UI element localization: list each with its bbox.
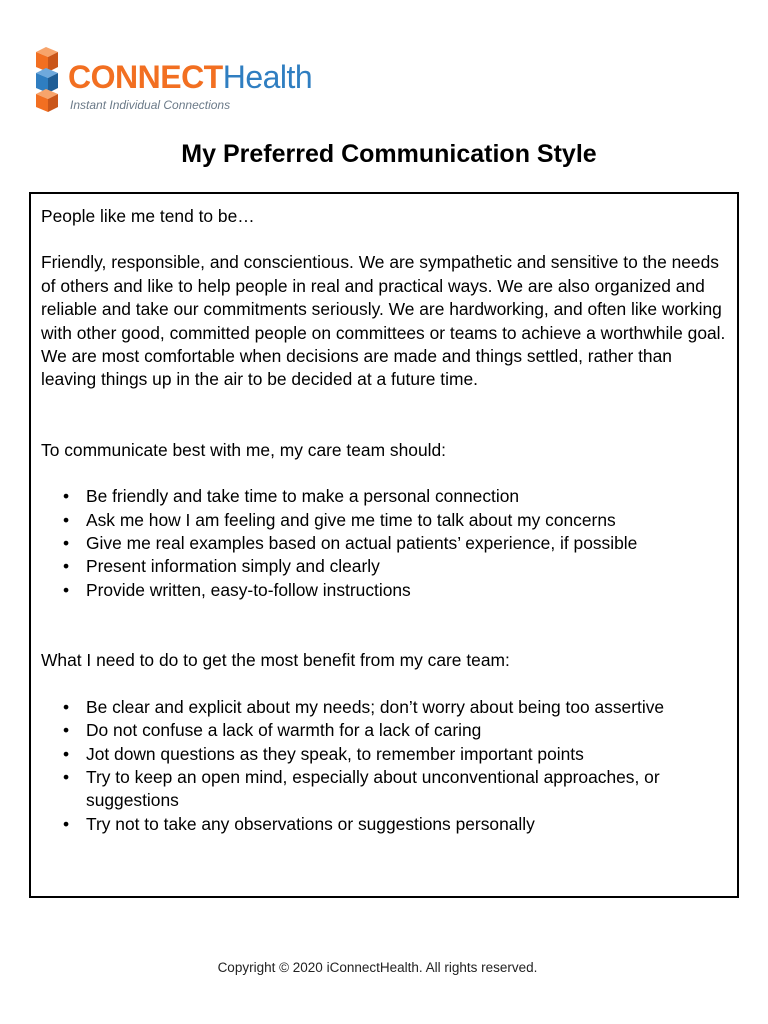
brand-name-health: Health	[222, 59, 313, 95]
brand-tagline: Instant Individual Connections	[70, 98, 231, 112]
self-list	[41, 696, 729, 836]
list-item-text: Give me real examples based on actual patients’ experience, if possible	[86, 533, 638, 554]
list-item	[41, 555, 729, 578]
list-item	[41, 719, 729, 742]
list-item	[41, 743, 729, 766]
list-item	[41, 509, 729, 532]
bullet-icon: •	[63, 486, 70, 507]
copyright-footer: Copyright © 2020 iConnectHealth. All rights reserved.	[217, 960, 538, 975]
list-item-text: Try to keep an open mind, especially about unconventional approaches, or suggestions	[86, 766, 660, 811]
brand-name-connect: CONNECT	[68, 59, 223, 95]
page-title: My Preferred Communication Style	[181, 140, 597, 168]
list-item	[41, 813, 729, 836]
bullet-icon: •	[63, 696, 70, 717]
list-item-text: Try not to take any observations or suggestions personally	[86, 813, 535, 834]
list-item-text: Be friendly and take time to make a personal connection	[86, 486, 520, 507]
bullet-icon: •	[63, 533, 70, 554]
bullet-icon: •	[63, 743, 70, 764]
personality-description: Friendly, responsible, and conscientious. We are sympathetic and sensitive to the needs of others and like to help people in real and practical ways. We are also organized and reliable and take our commitments seriously. We are hardworking, and often like working with other good, committed people on committees or teams to achieve a worthwhile goal. We are most comfortable when decisions are made and things settled, rather than leaving things up in the air to be decided at a future time.	[41, 252, 726, 390]
bullet-icon: •	[63, 813, 70, 834]
intro-text: People like me tend to be…	[41, 206, 255, 226]
list-item	[41, 579, 729, 602]
list-item-text: Do not confuse a lack of warmth for a lack of caring	[86, 720, 482, 741]
list-item-text: Jot down questions as they speak, to remember important points	[86, 743, 584, 764]
care-team-heading: To communicate best with me, my care team should:	[41, 439, 446, 460]
list-item-text: Be clear and explicit about my needs; don’t worry about being too assertive	[86, 696, 665, 717]
bullet-icon: •	[63, 509, 70, 530]
list-item	[41, 532, 729, 555]
list-item	[41, 485, 729, 508]
list-item-text: Provide written, easy-to-follow instructions	[86, 579, 411, 600]
bullet-icon: •	[63, 766, 70, 787]
care-team-list	[41, 485, 729, 602]
bullet-icon: •	[63, 579, 70, 600]
communication-style-box	[29, 192, 739, 898]
brand-name	[68, 60, 312, 94]
bullet-icon: •	[63, 720, 70, 741]
list-item	[41, 766, 729, 813]
stacked-blocks-logo-icon	[32, 46, 64, 114]
brand-logo	[32, 46, 322, 116]
bullet-icon: •	[63, 556, 70, 577]
list-item	[41, 696, 729, 719]
self-heading: What I need to do to get the most benefit from my care team:	[41, 650, 510, 671]
list-item-text: Present information simply and clearly	[86, 556, 380, 577]
list-item-text: Ask me how I am feeling and give me time to talk about my concerns	[86, 509, 616, 530]
